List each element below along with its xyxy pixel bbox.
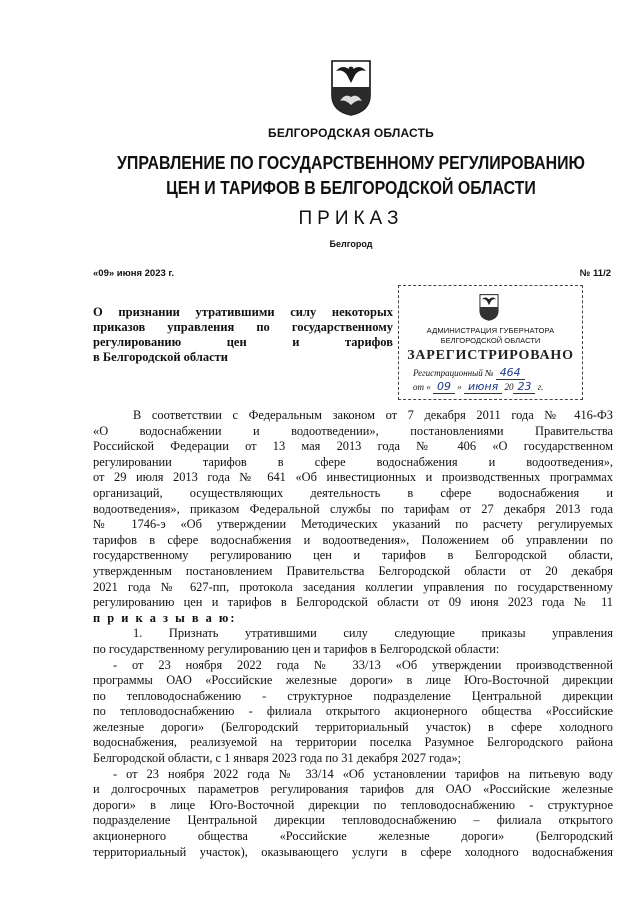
body-line: государственному регулированию цен и тарифов в Белгородской области, xyxy=(93,548,613,563)
body-line: № 1746-э «Об утверждении Методических указаний по расчету регулируемых xyxy=(93,517,613,532)
body-line: железные дороги» (Белгородский территориальный участок) в сфере холодного xyxy=(93,719,613,734)
body-line: В соответствии с Федеральным законом от 7 декабря 2011 года № 416-ФЗ xyxy=(133,408,613,422)
order-directive: п р и к а з ы в а ю: xyxy=(93,610,237,625)
department-title xyxy=(102,150,599,200)
body-line: и долгосрочных параметров регулирования тарифов для ОАО «Российские железные xyxy=(93,782,613,797)
stamp-date-year-suffix: 23 xyxy=(513,380,535,394)
body-line: водоотведения», приказом Федеральной службы по тарифам от 27 декабря 2013 года xyxy=(93,501,613,516)
stamp-date-mid: » xyxy=(457,382,462,392)
body-line: акционерного общества «Российские железные дороги» (Белгородский xyxy=(93,829,613,844)
body-line: - от 23 ноября 2022 года № 33/13 «Об утверждении производственной xyxy=(113,657,613,672)
body-line: дороги» в лице Юго-Восточной дирекции по тепловодоснабжению - структурное xyxy=(93,797,613,812)
body-line: территориальный участок), оказывающего услуги в сфере холодного водоснабжения xyxy=(93,844,613,859)
subject-line: регулированию цен и тарифов xyxy=(93,335,393,349)
stamp-reg-number: 464 xyxy=(496,366,525,380)
stamp-registration-date xyxy=(413,380,543,394)
city-name: Белгород xyxy=(329,239,373,249)
body-line: - от 23 ноября 2022 года № 33/14 «Об установлении тарифов на питьевую воду xyxy=(113,766,613,781)
stamp-registration-number xyxy=(413,366,525,380)
body-line: утвержденным постановлением Правительства Белгородской области от 20 декабря xyxy=(93,563,613,578)
body-line: 1. Признать утратившими силу следующие приказы управления xyxy=(133,626,613,641)
order-number: № 11/2 xyxy=(579,268,611,279)
subject-line: приказов управления по государственному xyxy=(93,320,393,334)
order-date: «09» июня 2023 г. xyxy=(93,268,175,279)
stamp-date-month: июня xyxy=(464,380,502,394)
body-line: от 29 июля 2013 года № 641 «Об инвестиционных и производственных программах xyxy=(93,470,613,485)
body-line: по тепловодоснабжению - структурное подразделение Центральной дирекции xyxy=(93,688,613,703)
body-line: регулировании тарифов в сфере водоснабжения и водоотведения», xyxy=(93,454,613,469)
body-line: подразделение Центральной дирекции тепловодоснабжению – филиала открытого xyxy=(93,813,613,828)
body-line: 2021 года № 627-пп, протокола заседания коллегии управления по государственному xyxy=(93,579,613,594)
stamp-date-end: г. xyxy=(537,382,544,392)
body-line: тарифов в сфере водоснабжения и водоотведения», Положением об управлении по xyxy=(93,532,613,547)
stamp-coat-of-arms-icon xyxy=(479,292,499,322)
body-line: по тепловодоснабжению - филиала открытого акционерного общества «Российские xyxy=(93,704,613,719)
order-subject xyxy=(93,305,393,365)
registration-stamp xyxy=(398,285,583,400)
coat-of-arms-icon xyxy=(330,57,372,117)
stamp-title: ЗАРЕГИСТРИРОВАНО xyxy=(407,348,574,363)
subject-line: О признании утратившими силу некоторых xyxy=(93,305,393,319)
body-line: программы ОАО «Российские железные дороги» в лице Юго-Восточной дирекции xyxy=(93,673,613,688)
department-title-line: ЦЕН И ТАРИФОВ В БЕЛГОРОДСКОЙ ОБЛАСТИ xyxy=(166,177,536,198)
stamp-authority-line: АДМИНИСТРАЦИЯ ГУБЕРНАТОРА xyxy=(426,326,555,335)
subject-line: в Белгородской области xyxy=(93,350,228,364)
region-name: БЕЛГОРОДСКАЯ ОБЛАСТЬ xyxy=(268,126,434,140)
body-line: Белгородской области, с 1 января 2023 года по 31 декабря 2027 года»; xyxy=(93,751,462,766)
body-line: организаций, осуществляющих деятельность в сфере водоснабжения и xyxy=(93,485,613,500)
document-type: ПРИКАЗ xyxy=(298,208,404,229)
stamp-authority-line: БЕЛГОРОДСКОЙ ОБЛАСТИ xyxy=(440,336,541,345)
body-line: Российской Федерации от 13 мая 2013 года № 406 «О государственном xyxy=(93,439,613,454)
order-body xyxy=(93,408,613,860)
body-line: по государственному регулированию цен и тарифов в Белгородской области: xyxy=(93,641,500,656)
stamp-reg-label: Регистрационный № xyxy=(413,368,494,378)
stamp-date-year-prefix: 20 xyxy=(504,382,514,392)
body-line: регулированию цен и тарифов в Белгородской области от 09 июня 2023 года № 11 xyxy=(93,595,613,610)
stamp-date-day: 09 xyxy=(433,380,455,394)
body-line: «О водоснабжении и водоотведении», постановлениями Правительства xyxy=(93,423,613,438)
stamp-date-prefix: от « xyxy=(413,382,431,392)
department-title-line: УПРАВЛЕНИЕ ПО ГОСУДАРСТВЕННОМУ РЕГУЛИРОВАНИЮ xyxy=(117,152,585,173)
body-line: водоснабжения, реализуемой на территории поселка Разумное Белгородского района xyxy=(93,735,613,750)
